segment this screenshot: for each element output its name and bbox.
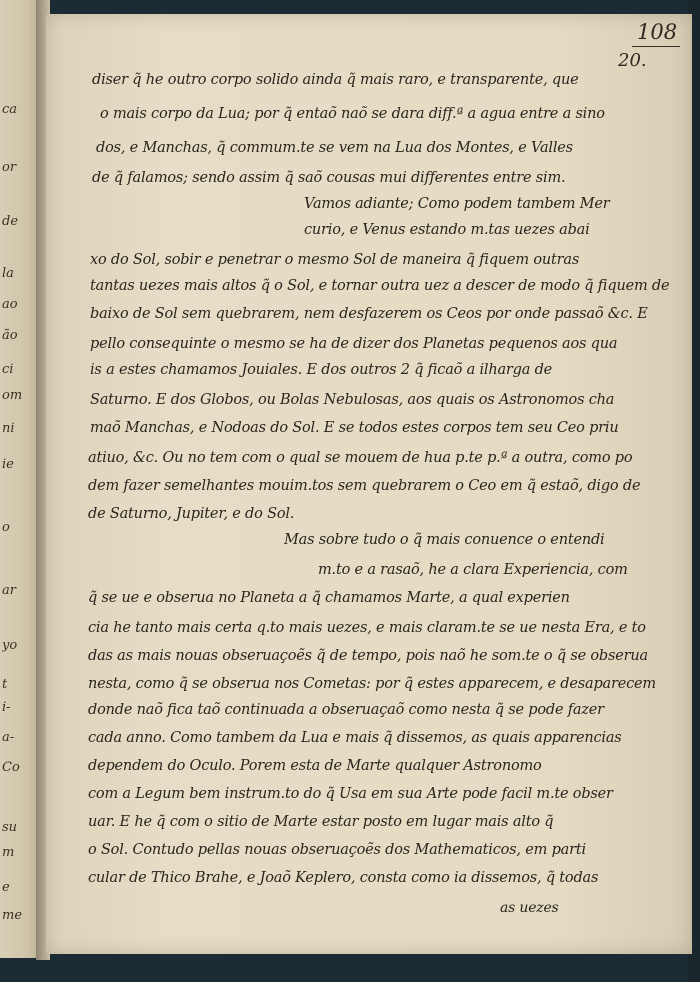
text-line: dem fazer semelhantes mouim.tos sem quebrarem o Ceo em q̃ estaõ, digo de xyxy=(88,478,641,494)
text-line: de q̃ falamos; sendo assim q̃ saõ cousas mui differentes entre sim. xyxy=(92,170,566,186)
text-line: pello consequinte o mesmo se ha de dizer dos Planetas pequenos aos qua xyxy=(90,336,618,352)
text-line: dependem do Oculo. Porem esta de Marte qualquer Astronomo xyxy=(88,758,542,774)
facing-page-text-fragment: or xyxy=(2,160,17,175)
text-line: q̃ se ue e obserua no Planeta a q̃ chamamos Marte, a qual experien xyxy=(88,590,570,606)
text-line: donde naõ fica taõ continuada a obseruaçaõ como nesta q̃ se pode fazer xyxy=(88,702,604,718)
text-line: curio, e Venus estando m.tas uezes abai xyxy=(304,222,590,238)
facing-page-text-fragment: Co xyxy=(2,760,20,775)
catchword: as uezes xyxy=(500,900,559,916)
text-line: cia he tanto mais certa q.to mais uezes, e mais claram.te se ue nesta Era, e to xyxy=(88,620,646,636)
text-line: o Sol. Contudo pellas nouas obseruaçoẽs dos Mathematicos, em parti xyxy=(88,842,586,858)
text-line: cada anno. Como tambem da Lua e mais q̃ dissemos, as quais apparencias xyxy=(88,730,622,746)
text-line: Vamos adiante; Como podem tambem Mer xyxy=(304,196,610,212)
facing-page-text-fragment: ci xyxy=(2,362,14,377)
facing-page-text-fragment: ca xyxy=(2,102,18,117)
text-line: das as mais nouas obseruaçoẽs q̃ de tempo, pois naõ he som.te o q̃ se obserua xyxy=(88,648,648,664)
text-line: o mais corpo da Lua; por q̃ entaõ naõ se dara diff.ª a agua entre a sino xyxy=(100,106,605,122)
facing-page-text-fragment: ao xyxy=(2,297,18,312)
text-line: atiuo, &c. Ou no tem com o qual se mouem de hua p.te p.ª a outra, como po xyxy=(88,450,633,466)
facing-page-text-fragment: la xyxy=(2,266,14,281)
facing-page-text-fragment: om xyxy=(2,388,23,403)
facing-page-text-fragment: ão xyxy=(2,328,18,343)
left-facing-page xyxy=(0,0,40,958)
facing-page-text-fragment: ar xyxy=(2,583,16,598)
text-line: Mas sobre tudo o q̃ mais conuence o entendi xyxy=(284,532,605,548)
facing-page-text-fragment: o xyxy=(2,520,10,535)
text-line: tantas uezes mais altos q̃ o Sol, e tornar outra uez a descer de modo q̃ fiquem de xyxy=(90,278,670,294)
facing-page-text-fragment: me xyxy=(2,908,23,923)
text-line: m.to e a rasaõ, he a clara Experiencia, com xyxy=(318,562,628,578)
text-line: uar. E he q̃ com o sitio de Marte estar posto em lugar mais alto q̃ xyxy=(88,814,554,830)
text-line: de Saturno, Jupiter, e do Sol. xyxy=(88,506,295,522)
text-line: com a Legum bem instrum.to do q̃ Usa em sua Arte pode facil m.te obser xyxy=(88,786,613,802)
facing-page-text-fragment: ni xyxy=(2,421,15,436)
folio-secondary-number: 20. xyxy=(618,50,647,71)
facing-page-text-fragment: ie xyxy=(2,457,14,472)
facing-page-text-fragment: m xyxy=(2,845,15,860)
facing-page-text-fragment: yo xyxy=(2,638,18,653)
text-line: baixo de Sol sem quebrarem, nem desfazerem os Ceos por onde passaõ &c. E xyxy=(90,306,648,322)
facing-page-text-fragment: e xyxy=(2,880,10,895)
text-line: Saturno. E dos Globos, ou Bolas Nebulosas, aos quais os Astronomos cha xyxy=(90,392,615,408)
text-line: maõ Manchas, e Nodoas do Sol. E se todos estes corpos tem seu Ceo priu xyxy=(90,420,619,436)
facing-page-text-fragment: a- xyxy=(2,730,15,745)
facing-page-text-fragment: su xyxy=(2,820,18,835)
text-line: dos, e Manchas, q̃ commum.te se vem na Lua dos Montes, e Valles xyxy=(96,140,573,156)
text-line: nesta, como q̃ se obserua nos Cometas: por q̃ estes apparecem, e desaparecem xyxy=(88,676,656,692)
text-line: is a estes chamamos Jouiales. E dos outros 2 q̃ ficaõ a ilharga de xyxy=(90,362,553,378)
text-line: cular de Thico Brahe, e Joaõ Keplero, consta como ia dissemos, q̃ todas xyxy=(88,870,599,886)
facing-page-text-fragment: de xyxy=(2,214,19,229)
facing-page-text-fragment: i- xyxy=(2,700,11,715)
folio-number: 108 xyxy=(637,20,678,44)
text-line: xo do Sol, sobir e penetrar o mesmo Sol de maneira q̃ fiquem outras xyxy=(90,252,580,268)
text-line: diser q̃ he outro corpo solido ainda q̃ mais raro, e transparente, que xyxy=(92,72,579,88)
facing-page-text-fragment: t xyxy=(2,677,8,692)
folio-underline xyxy=(632,46,680,47)
